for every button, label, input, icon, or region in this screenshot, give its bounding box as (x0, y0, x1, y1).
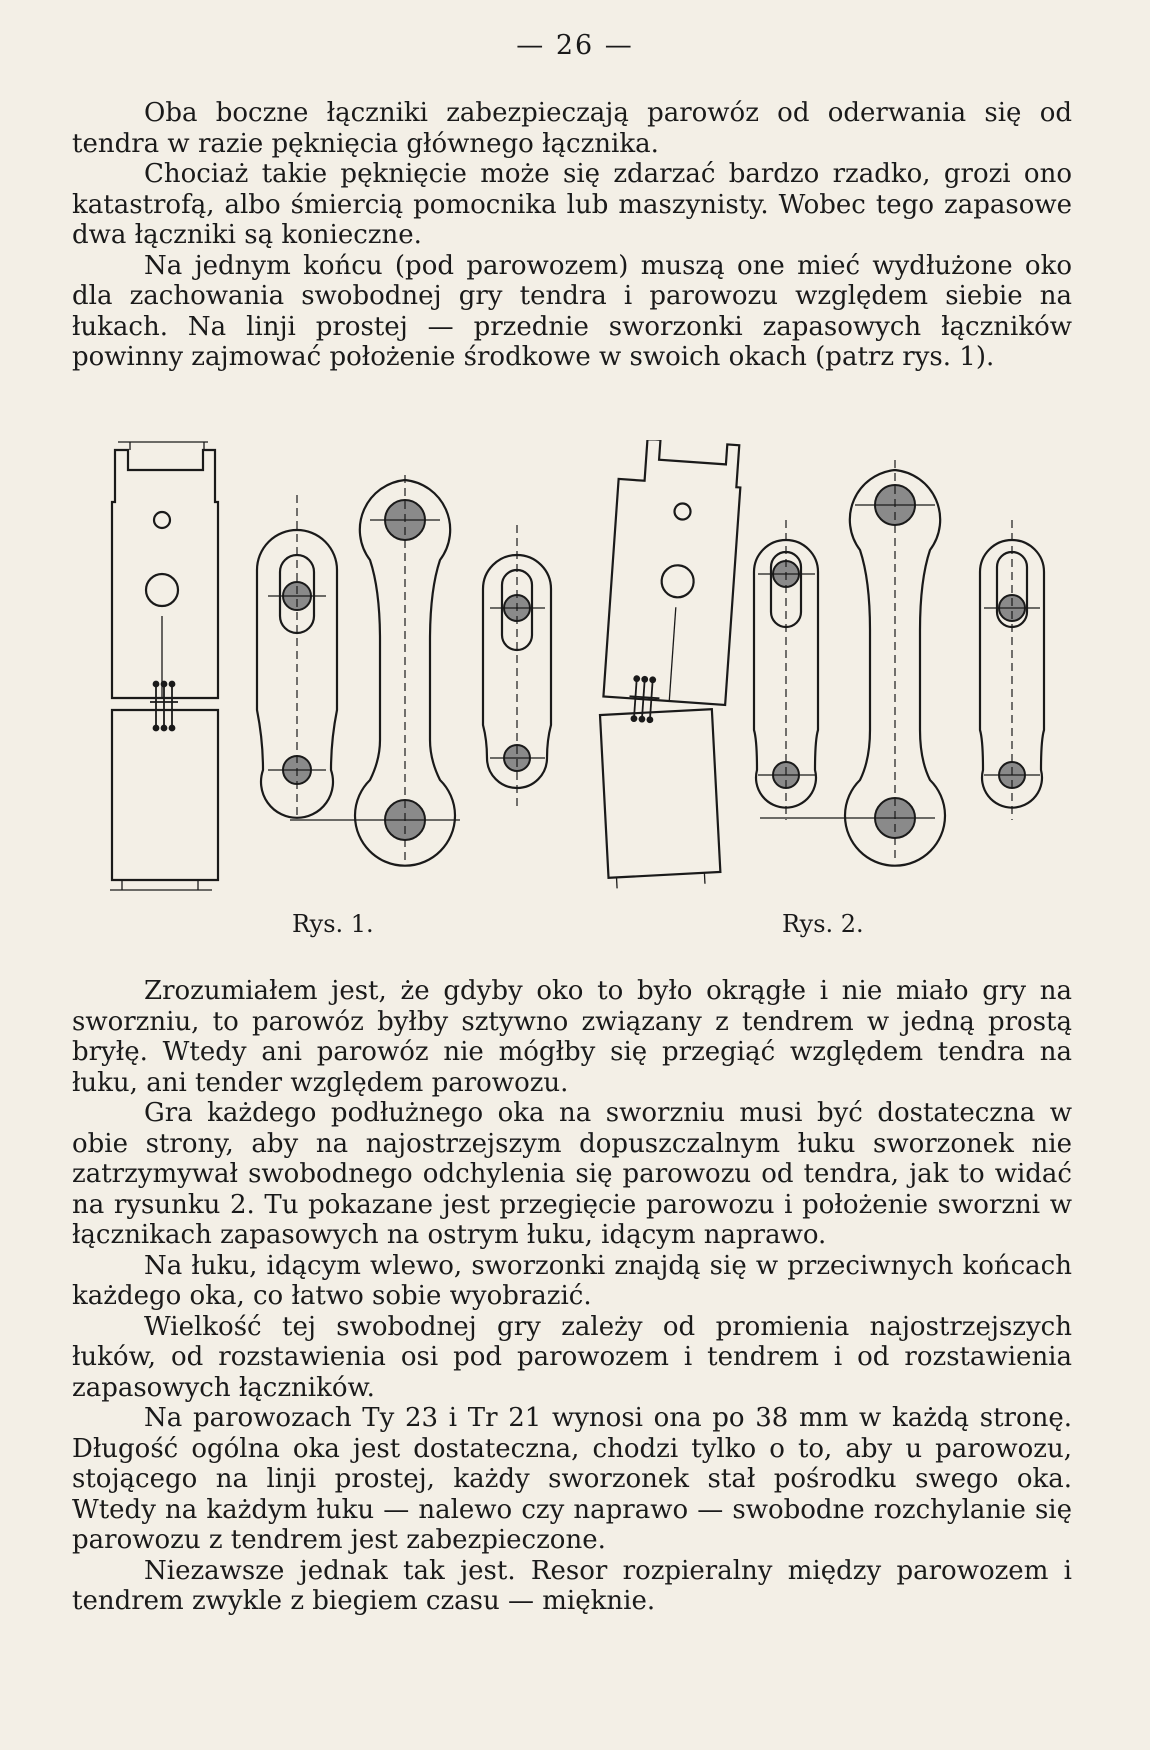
figure-1-caption: Rys. 1. (292, 910, 374, 938)
paragraph: Wielkość tej swobodnej gry zależy od promienia najostrzejszych łuków, od rozstawienia osi pod parowozem i tendrem i od rozstawienia zapasowych łączników. (72, 1311, 1072, 1403)
paragraph: Niezawsze jednak tak jest. Resor rozpieralny między parowozem i tendrem zwykle z biegiem czasu — mięknie. (72, 1555, 1072, 1616)
spare-link-left-fig2 (754, 520, 818, 820)
coupling-figures (0, 440, 1150, 940)
figure-1-drawing (110, 442, 551, 890)
text-block-bottom (72, 976, 1072, 1617)
tender-frame-tilted (600, 709, 721, 889)
locomotive-frame-tilted (602, 440, 744, 727)
main-link-fig2 (760, 460, 945, 866)
paragraph: Na łuku, idącym wlewo, sworzonki znajdą się w przeciwnych końcach każdego oka, co łatwo sobie wyobrazić. (72, 1250, 1072, 1311)
spare-link-right-fig2 (980, 520, 1044, 820)
spare-link-left (257, 495, 337, 820)
text-block-top (72, 98, 1072, 373)
paragraph: Gra każdego podłużnego oka na sworzniu musi być dostateczna w obie strony, aby na najostrzejszym dopuszczalnym łuku sworzonek nie zatrzymywał swobodnego odchylenia się parowozu od tendra, jak to widać na rysunku 2. Tu pokazane jest przegięcie parowozu i położenie sworzni w łącznikach zapasowych na ostrym łuku, idącym naprawo. (72, 1098, 1072, 1250)
paragraph: Na parowozach Ty 23 i Tr 21 wynosi ona po 38 mm w każdą stronę. Długość ogólna oka jest dostateczna, chodzi tylko o to, aby u parowozu, stojącego na linji prostej, każdy sworzonek stał pośrodku swego oka. Wtedy na każdym łuku — nalewo czy naprawo — swobodne rozchylanie się parowozu z tendrem jest zabezpieczone. (72, 1403, 1072, 1555)
page-number: — 26 — (516, 30, 634, 61)
paragraph: Zrozumiałem jest, że gdyby oko to było okrągłe i nie miało gry na sworzniu, to parowóz byłby sztywno związany z tendrem w jedną prostą bryłę. Wtedy ani parowóz nie mógłby się przegiąć względem tendra na łuku, ani tender względem parowozu. (72, 976, 1072, 1098)
paragraph: Na jednym końcu (pod parowozem) muszą one mieć wydłużone oko dla zachowania swobodnej gry tendra i parowozu względem siebie na łukach. Na linji prostej — przednie sworzonki zapasowych łączników powinny zajmować położenie środkowe w swoich okach (patrz rys. 1). (72, 250, 1072, 372)
figure-2-drawing (600, 440, 1044, 889)
figure-2-caption: Rys. 2. (782, 910, 864, 938)
spare-link-right (483, 525, 551, 810)
locomotive-frame-drawing (112, 442, 218, 731)
paragraph: Chociaż takie pęknięcie może się zdarzać bardzo rzadko, grozi ono katastrofą, albo śmiercią pomocnika lub maszynisty. Wobec tego zapasowe dwa łączniki są konieczne. (72, 159, 1072, 250)
paragraph: Oba boczne łączniki zabezpieczają parowóz od oderwania się od tendra w razie pęknięcia głównego łącznika. (72, 98, 1072, 159)
tender-frame-drawing (110, 710, 218, 890)
